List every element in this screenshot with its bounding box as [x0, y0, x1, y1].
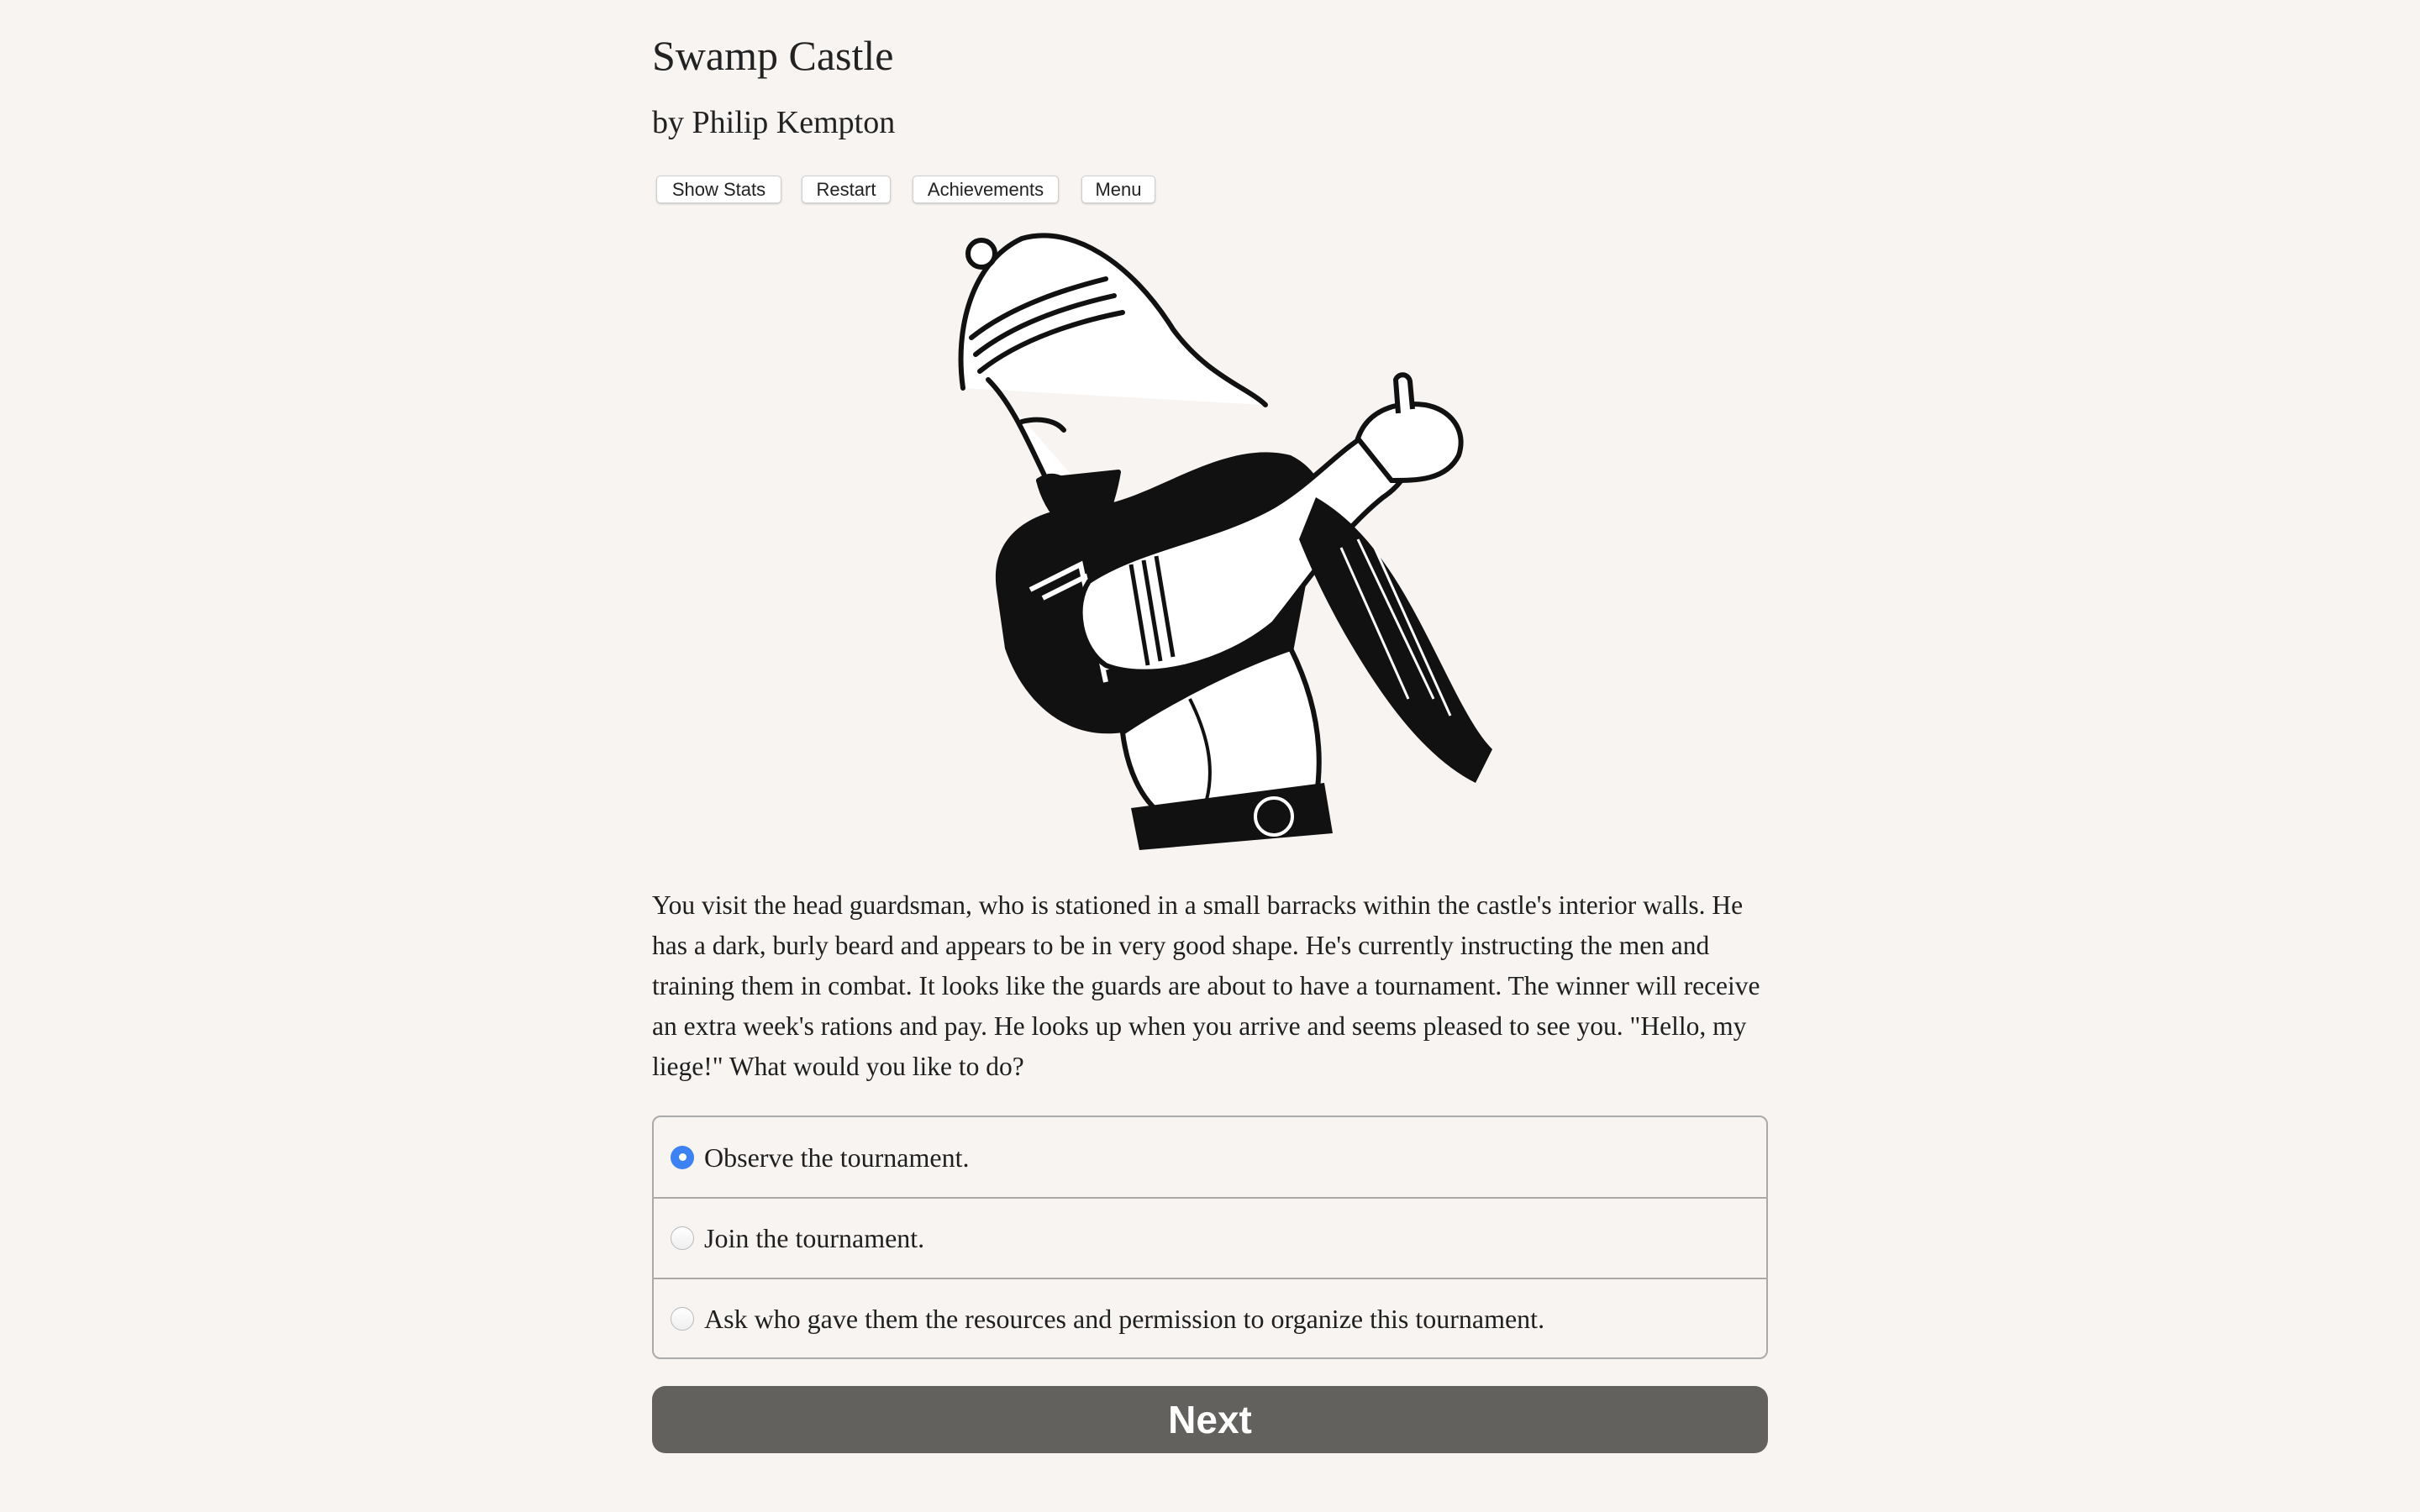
choice-label: Join the tournament.	[704, 1223, 925, 1253]
restart-button[interactable]: Restart	[802, 176, 891, 203]
choice-label: Ask who gave them the resources and permission to organize this tournament.	[704, 1304, 1545, 1334]
radio-unselected-icon[interactable]	[671, 1226, 694, 1250]
choice-join-tournament[interactable]	[654, 1197, 1766, 1278]
next-button[interactable]: Next	[652, 1386, 1768, 1453]
guardsman-drawing-icon	[938, 228, 1509, 850]
head-guardsman-illustration	[938, 228, 1509, 850]
achievements-button[interactable]: Achievements	[913, 176, 1059, 203]
radio-selected-icon[interactable]	[671, 1146, 694, 1169]
game-author: by Philip Kempton	[652, 105, 896, 140]
radio-unselected-icon[interactable]	[671, 1307, 694, 1331]
choice-list	[652, 1116, 1768, 1359]
game-title: Swamp Castle	[652, 32, 894, 79]
choice-ask-permission[interactable]	[654, 1278, 1766, 1358]
choice-label: Observe the tournament.	[704, 1142, 970, 1173]
story-text: You visit the head guardsman, who is stationed in a small barracks within the castle's interior walls. He has a dark, burly beard and appears to be in very good shape. He's currently instructing the men and training them in combat. It looks like the guards are about to have a tournament. The winner will receive an extra week's rations and pay. He looks up when you arrive and seems pleased to see you. "Hello, my liege!" What would you like to do?	[652, 890, 1760, 1081]
menu-button[interactable]: Menu	[1081, 176, 1155, 203]
choice-observe-tournament[interactable]	[654, 1117, 1766, 1197]
show-stats-button[interactable]: Show Stats	[656, 176, 781, 203]
